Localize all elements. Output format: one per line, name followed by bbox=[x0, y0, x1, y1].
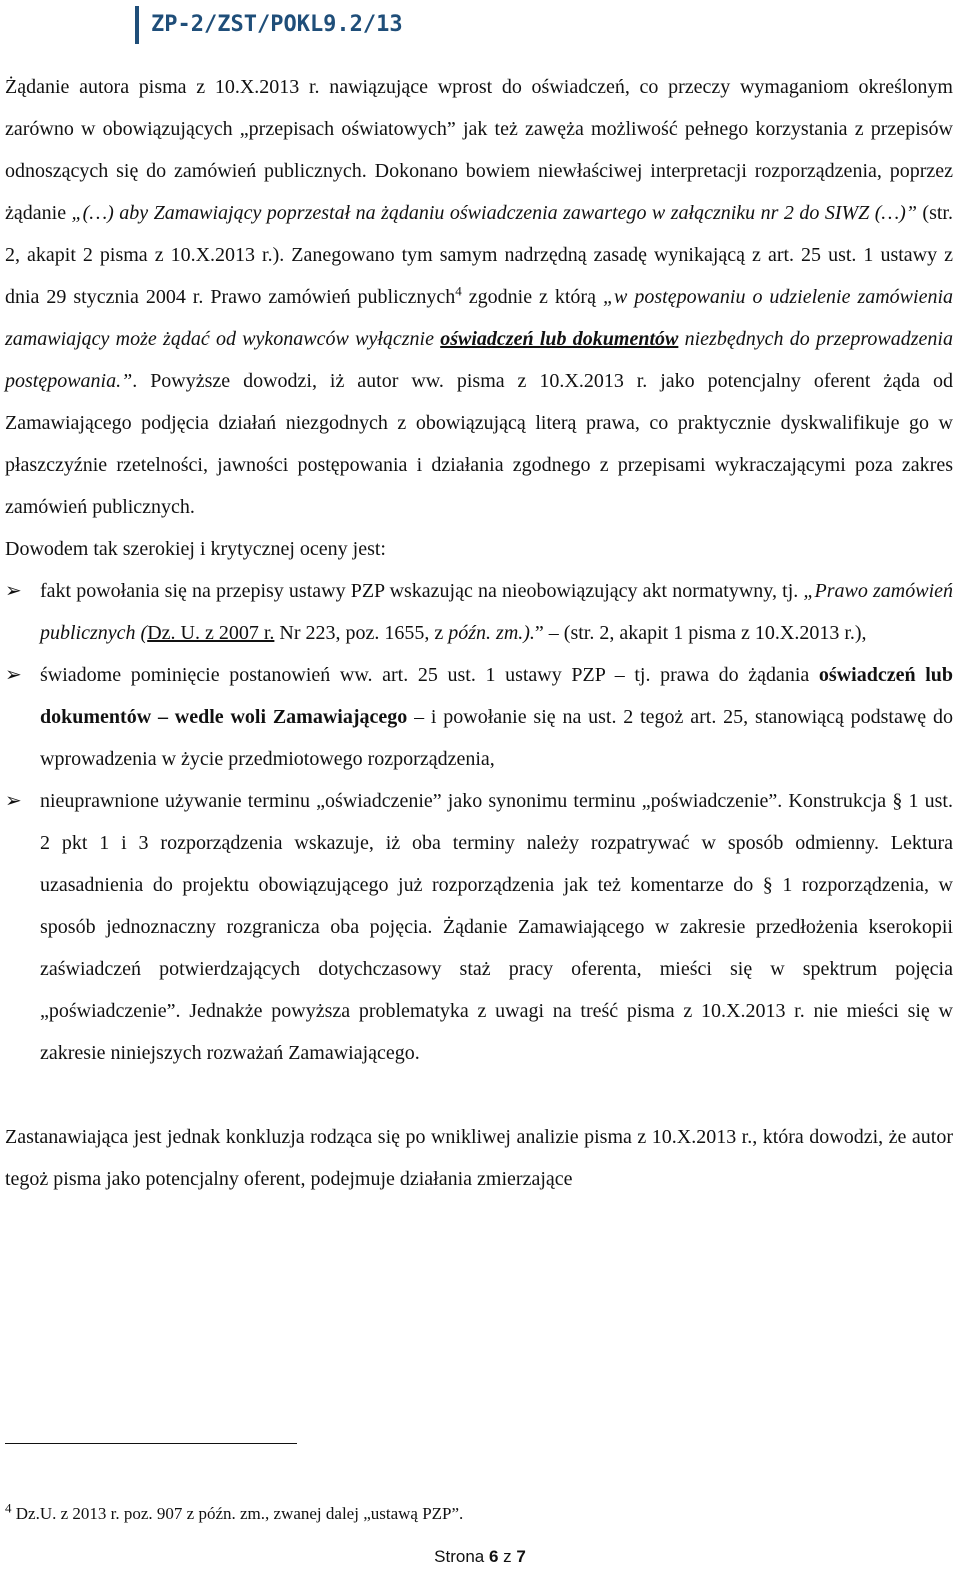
footnote bbox=[5, 1501, 463, 1527]
b3-text: nieuprawnione używanie terminu „oświadczenie” jako synonimu terminu „poświadczenie”. Konstrukcja § 1 ust. 2 pkt 1 i 3 rozporządzenia wskazuje, iż oba terminy należy rozpatrywać w sposób odmienny. Lektura uzasadnienia do projektu obowiązującego już rozporządzenia jak też komentarze do § 1 rozporządzenia, w sposób jednoznaczny rozgranicza oba pojęcia. Żądanie Zamawiającego w zakresie przedłożenia kserokopii zaświadczeń potwierdzających dotychczasowy staż pracy oferenta, mieści się w spektrum pojęcia „poświadczenie”. Jednakże powyższa problematyka z uwagi na treść pisma z 10.X.2013 r. nie mieści się w zakresie niniejszych rozważań Zamawiającego. bbox=[40, 790, 953, 1064]
list-item bbox=[5, 654, 953, 780]
b1-text-a: fakt powołania się na przepisy ustawy PZP wskazując na nieobowiązujący akt normatywny, tj. bbox=[40, 580, 804, 602]
page-separator: z bbox=[498, 1547, 517, 1566]
b2-text-a: świadome pominięcie postanowień ww. art. 25 ust. 1 ustawy PZP – tj. prawa do żądania bbox=[40, 664, 819, 686]
p1-text-c: (str. 2, akapit 2 pisma z 10.X.2013 r.). Zanegowano tym samym nadrzędną zasadę wynikającą z art. 25 ust. 1 ustawy z dnia 29 stycznia 2004 r. Prawo zamówień publicznych bbox=[5, 202, 953, 308]
list-item bbox=[5, 780, 953, 1074]
b1-text-f: ” – (str. 2, akapit 1 pisma z 10.X.2013 r.), bbox=[534, 622, 867, 644]
b1-underlined-ref: Dz. U. z 2007 r. bbox=[147, 622, 275, 644]
arrow-bullet-icon: ➢ bbox=[5, 790, 22, 812]
p1-law-quote-emphasis: oświadczeń lub dokumentów bbox=[440, 328, 679, 350]
b1-italic-abbr: późn. zm.). bbox=[448, 622, 535, 644]
footnote-separator bbox=[5, 1443, 297, 1444]
p1-text-d: zgodnie z którą bbox=[461, 286, 603, 308]
document-body bbox=[5, 66, 953, 1200]
paragraph-2: Dowodem tak szerokiej i krytycznej oceny jest: bbox=[5, 538, 386, 560]
document-code-header: ZP-2/ZST/POKL9.2/13 bbox=[135, 6, 403, 44]
page-label: Strona bbox=[434, 1547, 489, 1566]
footnote-text: Dz.U. z 2013 r. poz. 907 z późn. zm., zwanej dalej „ustawą PZP”. bbox=[11, 1504, 464, 1523]
b1-italic-title: „Prawo zamówień publicznych ( bbox=[40, 580, 954, 644]
total-pages: 7 bbox=[516, 1547, 526, 1566]
arrow-bullet-icon: ➢ bbox=[5, 664, 22, 686]
list-item bbox=[5, 570, 953, 654]
p1-quote-italic: „(…) aby Zamawiający poprzestał na żądaniu oświadczenia zawartego w załączniku nr 2 do SIWZ (…)” bbox=[71, 202, 917, 224]
footnote-number: 4 bbox=[5, 1500, 12, 1516]
b1-text-d: Nr 223, poz. 1655, z bbox=[274, 622, 449, 644]
p1-law-quote-start: „w postępowaniu o udzielenie zamówienia zamawiający może żądać od wykonawców wyłącznie bbox=[5, 286, 954, 350]
p1-text-h: . Powyższe dowodzi, iż autor ww. pisma z 10.X.2013 r. jako potencjalny oferent żąda od Zamawiającego podjęcia działań niezgodnych z obowiązującą literą prawa, co praktycznie dyskwalifikuje go w płaszczyźnie rzetelności, jawności postępowania i działania zgodnego z przepisami wykraczającymi poza zakres zamówień publicznych. bbox=[5, 370, 953, 518]
evidence-list bbox=[5, 570, 953, 1074]
p1-text-a: Żądanie autora pisma z 10.X.2013 r. nawiązujące wprost do oświadczeń, co przeczy wymaganiom określonym zarówno w obowiązujących „przepisach oświatowych” jak też zawęża możliwość pełnego korzystania z przepisów odnoszących się do zamówień publicznych. Dokonano bowiem niewłaściwej interpretacji rozporządzenia, poprzez żądanie bbox=[5, 76, 953, 224]
footnote-ref-4: 4 bbox=[455, 283, 462, 299]
paragraph-1 bbox=[5, 66, 953, 528]
b2-bold-phrase: oświadczeń lub dokumentów – wedle woli Zamawiającego bbox=[40, 664, 953, 728]
p1-law-quote-end: niezbędnych do przeprowadzenia postępowania.” bbox=[5, 328, 953, 392]
arrow-bullet-icon: ➢ bbox=[5, 580, 22, 602]
current-page: 6 bbox=[488, 1547, 499, 1566]
page-number-footer bbox=[0, 1544, 960, 1570]
paragraph-gap bbox=[5, 1074, 953, 1116]
paragraph-3: Zastanawiająca jest jednak konkluzja rodząca się po wnikliwej analizie pisma z 10.X.2013 r., która dowodzi, że autor tegoż pisma jako potencjalny oferent, podejmuje działania zmierzające bbox=[5, 1126, 953, 1190]
b2-text-c: – i powołanie się na ust. 2 tegoż art. 25, stanowiącą podstawę do wprowadzenia w życie przedmiotowego rozporządzenia, bbox=[40, 706, 954, 770]
